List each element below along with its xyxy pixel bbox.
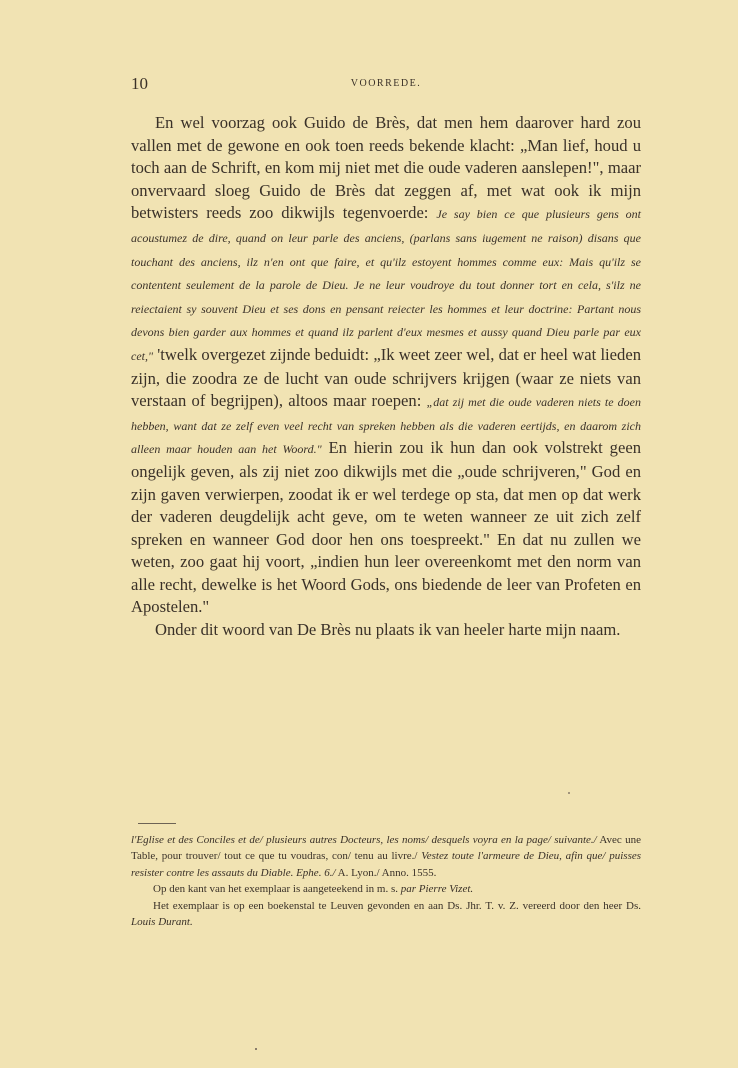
paragraph-1-translation: 'twelk overgezet zijnde beduidt: „Ik weet zeer wel, dat er heel wat lieden zijn, die zoodra ze de lucht van oude schrijvers krijgen (waar ze niets van verstaan of begrijpen), altoos maar roepen: [131,344,641,411]
footnote-annotation-text: Op den kant van het exemplaar is aangeteekend in m. s. [153,883,398,896]
footnote-annotation-author: par Pierre Vizet. [400,883,474,896]
main-text [131,112,641,642]
french-quotation: Je say bien ce que plusieurs gens ont acoustumez de dire, quand on leur parle des anciens, (parlans sans iugement ne raison) disans que touchant des anciens, ilz n'en ont que faire, et qu'ilz estoyent hommes comme eux: Mais qu'ilz se contentent seulement de la parole de Dieu. Je ne leur voudroye du tout donner tort en cela, s'ilz ne reiectaient sy souvent Dieu et ses dons en pensant reiecter les hommes et leur doctrine: Partant nous devons bien garder aux hommes et quand ilz parlent d'eux mesmes et aussy quand Dieu parle par eux cet," [131,207,641,363]
page-header [131,74,641,96]
footnote-annotation [131,881,641,897]
paragraph-1-dutch-intro: En wel voorzag ook Guido de Brès, dat men hem daarover hard zou vallen met de gewone en ook toen reeds bekende klacht: „Man lief, houd u toch aan de Schrift, en kom mij niet met die oude vaderen aanslepen!", maar onvervaard sloeg Guido de Brès dat zeggen af, met wat ook ik mijn betwisters reeds zoo dikwijls tegenvoerde: [131,113,641,223]
paragraph-2: Onder dit woord van De Brès nu plaats ik van heeler harte mijn naam. [155,620,621,640]
paragraph-1-conclusion: En hierin zou ik hun dan ook volstrekt geen ongelijk geven, als zij niet zoo dikwijls met die „oude schrijveren," God en zijn gaven verwierpen, zoodat ik er wel terdege op sta, dat men op dat werk der vaderen deugdelijk acht geve, om te weten wanneer ze uit zich zelf spreken en wanneer God door hen ons toespreekt." En dat nu zullen we weten, zoo gaat hij voort, „indien hun leer overeenkomt met den norm van alle recht, dewelke is het Woord Gods, ons biedende de leer van Profeten en Apostelen." [131,438,641,617]
speck-mark [568,792,570,794]
footnote-provenance [131,898,641,931]
bottom-speck [255,1048,257,1050]
footnote-rule [138,823,176,824]
running-head: VOORREDE. [350,78,422,89]
footnote-italic-2: Vestez toute l'armeure de Dieu, afin que/ puisses resister contre les assauts du Diable. Ephe. 6./ [131,850,642,879]
dutch-italic-quotation: „dat zij met die oude vaderen niets te doen hebben, want dat ze zelf even veel recht van spreken hebben als die vaderen eertijds, en daarom zich alleen maar houden aan het Woord." [131,395,641,457]
paragraph-1 [131,112,641,619]
footnote-roman-2: A. Lyon./ Anno. 1555. [337,866,437,879]
footnote-roman-1: Avec une Table, pour trouver/ tout ce que tu voudras, con/ tenu au livre./ [131,834,641,863]
footnote-title-continuation [131,832,641,881]
footnote-provenance-text: Het exemplaar is op een boekenstal te Leuven gevonden en aan Ds. Jhr. T. v. Z. vereerd door den heer Ds. [153,899,641,912]
footnotes [131,832,641,930]
footnote-provenance-name: Louis Durant. [131,916,193,929]
footnote-italic-1: l'Eglise et des Conciles et de/ plusieurs autres Docteurs, les noms/ desquels voyra en la page/ suivante./ [131,834,597,846]
page-number: 10 [131,74,148,93]
